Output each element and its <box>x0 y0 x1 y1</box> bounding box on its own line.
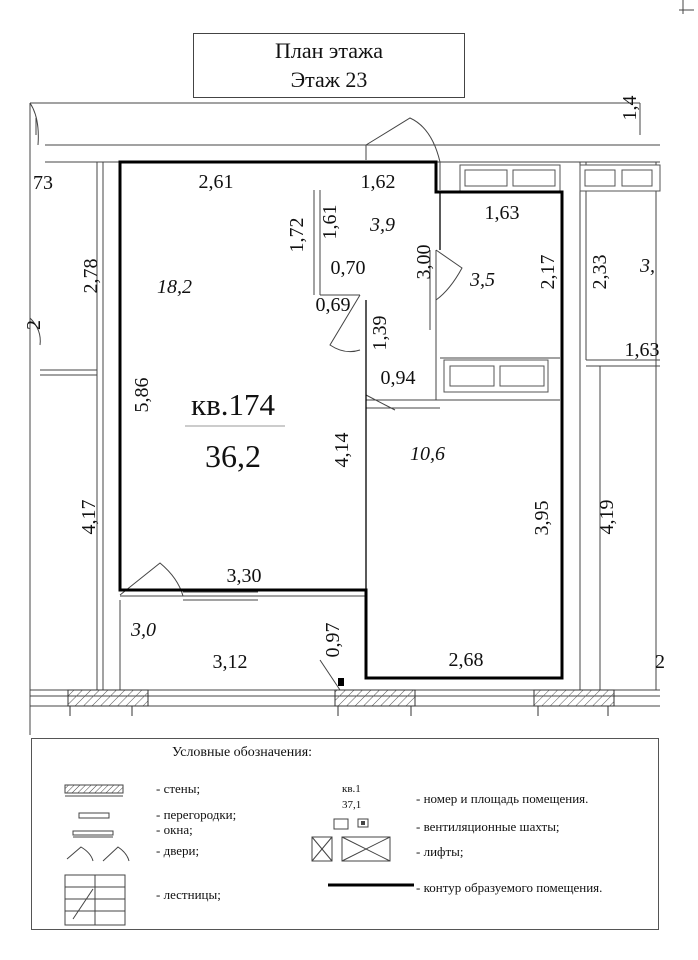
legend-partitions: - перегородки; <box>156 807 237 822</box>
dimension-label: 2 <box>655 651 665 673</box>
legend-contour: - контур образуемого помещения. <box>416 880 603 895</box>
dimension-label: 4,17 <box>78 499 100 535</box>
room-area: 3,9 <box>370 214 395 236</box>
dimension-label: 1,61 <box>319 204 341 240</box>
dimension-label: 1,39 <box>369 315 391 351</box>
dimension-label: 1,63 <box>624 339 660 361</box>
floor-label: Этаж 23 <box>290 67 368 92</box>
room-area: 3, <box>640 255 655 277</box>
dimension-label: 4,14 <box>331 432 353 468</box>
legend-heading: Условные обозначения: <box>172 745 313 760</box>
dimension-label: 2,17 <box>537 254 559 290</box>
dimension-label: 3,95 <box>531 500 553 536</box>
legend-doors: - двери; <box>156 843 200 858</box>
plan-title: План этажа <box>275 38 383 63</box>
legend-room-area-sample: 37,1 <box>342 799 362 811</box>
dimension-label: 2,68 <box>448 649 484 671</box>
dimension-label: 3,30 <box>226 565 262 587</box>
legend-stairs: - лестницы; <box>156 887 221 902</box>
legend-walls: - стены; <box>156 781 201 796</box>
dimension-label: 2,33 <box>589 254 611 290</box>
vent-shaft-mark <box>338 678 344 686</box>
legend <box>31 738 659 930</box>
building-outline <box>30 103 660 735</box>
dimension-label: 1,63 <box>484 202 520 224</box>
room-area: 10,6 <box>410 443 445 465</box>
legend-elevators: - лифты; <box>416 844 464 859</box>
apartment-number: кв.174 <box>191 387 275 422</box>
dimension-label: 73 <box>33 172 53 194</box>
dimension-label: 0,97 <box>322 622 344 658</box>
dimension-label: 3,00 <box>413 244 435 280</box>
dimension-label: 2,61 <box>198 171 234 193</box>
room-area: 3,0 <box>131 619 156 641</box>
legend-room-number-area: - номер и площадь помещения. <box>416 791 589 806</box>
legend-symbols-right <box>308 815 418 905</box>
legend-room-number-sample: кв.1 <box>342 783 361 795</box>
dimension-label: 3,12 <box>212 651 248 673</box>
dimension-label: 4,19 <box>596 499 618 535</box>
apartment-contour <box>120 162 562 678</box>
dimension-label: 0,94 <box>380 367 416 389</box>
dimension-label: 1,62 <box>360 171 396 193</box>
legend-vent-shafts: - вентиляционные шахты; <box>416 819 560 834</box>
dimension-label: 1,4 <box>619 95 641 121</box>
dimension-label: 0,70 <box>330 257 366 279</box>
legend-windows: - окна; <box>156 822 193 837</box>
dimension-label: 5,86 <box>131 377 153 413</box>
wall-hatching <box>68 690 614 716</box>
dimension-label: 2,78 <box>80 258 102 294</box>
legend-symbols <box>63 779 153 929</box>
apartment-area: 36,2 <box>205 438 261 474</box>
dimension-label: 2 <box>23 320 45 330</box>
dimensions-horizontal <box>33 171 665 673</box>
room-area: 18,2 <box>157 276 192 298</box>
dimension-label: 1,72 <box>286 217 308 253</box>
room-areas <box>130 214 655 641</box>
dimension-label: 0,69 <box>315 294 351 316</box>
room-area: 3,5 <box>470 269 495 291</box>
